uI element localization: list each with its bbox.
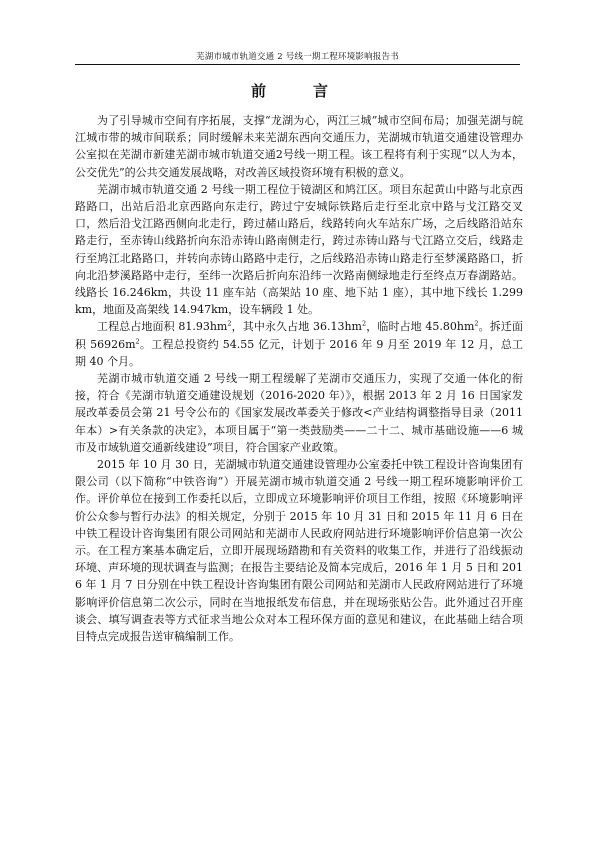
text-segment: 。拆迁面积 56926m (75, 320, 523, 351)
superscript: 2 (227, 319, 232, 328)
superscript: 2 (135, 336, 140, 345)
paragraph-intro: 为了引导城市空间有序拓展，支撑“龙湖为心，两江三城”城市空间布局；加强芜湖与皖江城市带的城市间联系；同时缓解未来芜湖东西向交通压力，芜湖城市轨道交通建设管理办公室拟在芜湖市新建芜湖市城市轨道交通2号线一期工程。该工程将有利于实现“以人为本，公交优先”的公共交通发展战略，对改善区域投资环境有积极的意义。 (75, 114, 523, 179)
text-segment: ，临时占地 45.80hm (366, 320, 475, 334)
paragraph-process: 2015 年 10 月 30 日，芜湖城市轨道交通建设管理办公室委托中铁工程设计咨询集团有限公司（以下简称“中铁咨询”）开展芜湖市城市轨道交通 2 号线一期工程环境影响评价工作。评价单位在接到工作委托以后，立即成立环境影响评价项目工作组，按照《环境影响评价公众参与暂行办法》的相关规定，分别于 2015 年 10 月 31 日和 2015 年 11 月 6 日在中铁工程设计咨询集团有限公司网站和芜湖市人民政府网站进行环境影响评价信息第一次公示。在工程方案基本确定后，立即开展现场踏勘和有关资料的收集工作，并进行了沿线振动环境、声环境的现状调查与监测；在报告主要结论及简本完成后，2016 年 1 月 5 日和 2016 年 1 月 7 日分别在中铁工程设计咨询集团有限公司网站和芜湖市人民政府网站进行了环境影响评价信息第二次公示，同时在当地报纸发布信息，并在现场张贴公告。此外通过召开座谈会、填写调查表等方式征求当地公众对本工程环保方面的意见和建议，在此基础上结合项目特点完成报告送审稿编制工作。 (75, 458, 523, 644)
running-header: 芜湖市城市轨道交通 2 号线一期工程环境影响报告书 (196, 52, 399, 62)
text-segment: ，其中永久占地 36.13hm (231, 320, 362, 334)
page-title: 前 言 (250, 82, 344, 100)
paragraph-route: 芜湖市城市轨道交通 2 号线一期工程位于镜湖区和鸠江区。项目东起黄山中路与北京西路路口，出站后沿北京西路向东走行，跨过宁安城际铁路后走行至北京中路与戈江路交叉口，然后沿戈江路西侧向北走行，跨过赭山路后，线路转向火车站东广场，之后线路沿站东路走行，至赤铸山线路折向东沿赤铸山路南侧走行，跨过赤铸山路与弋江路立交后，线路走行至鸠江北路路口，并转向赤铸山路路中走行，之后线路沿赤铸山路走行至梦溪路路口，折向北沿梦溪路路中走行，至纬一次路后折向东沿纬一次路南侧绿地走行至终点万春湖路站。线路长 16.246km，共设 11 座车站（高架站 10 座、地下站 1 座），其中地下线长 1.299km，地面及高架线 14.947km，设车辆段 1 处。 (75, 182, 523, 317)
text-segment: 工程总占地面积 81.93hm (97, 320, 228, 334)
superscript: 2 (474, 319, 479, 328)
document-body (75, 112, 523, 645)
header-divider (75, 64, 520, 65)
paragraph-land-investment (75, 318, 523, 370)
text-segment: 。工程总投资约 54.55 亿元，计划于 2016 年 9 月至 2019 年 12 月，总工期 40 个月。 (75, 337, 523, 368)
paragraph-policy: 芜湖市城市轨道交通 2 号线一期工程缓解了芜湖市交通压力，实现了交通一体化的衔接，符合《芜湖市轨道交通建设规划（2016-2020 年）》，根据 2013 年 2 月 16 日国家发展改革委员会第 21 号令公布的《国家发展改革委关于修改<产业结构调整指导目录（2011 年本）>有关条款的决定》，本项目属于“第一类鼓励类——二十二、城市基础设施——6 城市及市域轨道交通新线建设”项目，符合国家产业政策。 (75, 372, 523, 454)
superscript: 2 (362, 319, 367, 328)
